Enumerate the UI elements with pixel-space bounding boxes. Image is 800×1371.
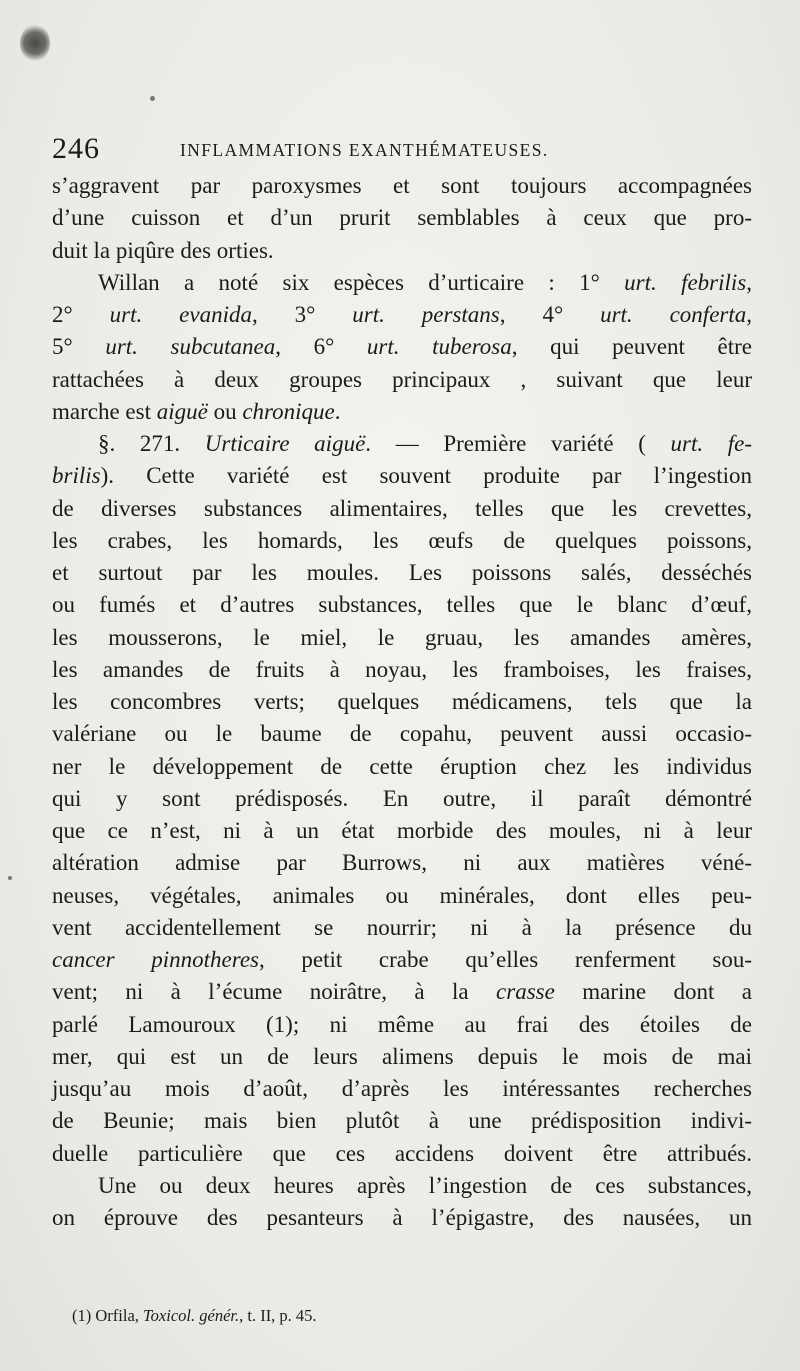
- text-line: [52, 493, 752, 525]
- text-line: [52, 589, 752, 621]
- text-line: [52, 1105, 752, 1137]
- text-line: [52, 1041, 752, 1073]
- text-line: [52, 880, 752, 912]
- text-line: [52, 718, 752, 750]
- text-line: [52, 1170, 752, 1202]
- text-run: d’une cuisson et d’un prurit semblables à ceux que pro-: [52, 205, 752, 231]
- italic-text: chronique: [242, 398, 335, 424]
- text-line: [52, 1202, 752, 1234]
- text-run: neuses, végétales, animales ou minérales, dont elles peu-: [52, 882, 752, 908]
- text-run: marche est: [52, 398, 157, 424]
- text-run: .: [334, 398, 341, 424]
- text-run: , 4°: [499, 302, 601, 327]
- body-text: [52, 170, 752, 1234]
- text-line: [52, 557, 752, 589]
- text-line: [52, 299, 752, 331]
- italic-text: Urticaire aiguë: [204, 431, 366, 456]
- text-run: , 3°: [251, 302, 353, 327]
- text-run: ou fumés et d’autres substances, telles que le blanc d’œuf,: [52, 592, 752, 618]
- text-run: s’aggravent par paroxysmes et sont toujours accompagnées: [52, 173, 752, 198]
- text-line: [52, 751, 752, 783]
- text-line: [52, 912, 752, 944]
- ink-blot: [20, 24, 50, 62]
- text-run: Willan a noté six espèces d’urticaire : 1°: [98, 269, 625, 295]
- text-run: vent accidentellement se nourrir; ni à la présence du: [52, 914, 752, 940]
- text-line: [52, 815, 752, 847]
- text-line: [52, 847, 752, 879]
- italic-text: brilis: [52, 463, 101, 489]
- italic-text: cancer pinnotheres: [52, 947, 259, 972]
- text-line: [52, 267, 752, 299]
- text-run: valériane ou le baume de copahu, peuvent aussi occasio-: [52, 721, 752, 747]
- text-run: ner le développement de cette éruption chez les individus: [52, 753, 752, 779]
- text-line: [52, 396, 752, 428]
- page-header: [52, 132, 752, 168]
- text-run: les concombres verts; quelques médicamens, tels que la: [52, 689, 752, 714]
- running-title: INFLAMMATIONS EXANTHÉMATEUSES.: [180, 140, 549, 160]
- footnote-italic: Toxicol. génér.: [143, 1306, 240, 1325]
- text-run: on éprouve des pesanteurs à l’épigastre, des nausées, un: [52, 1205, 752, 1230]
- text-line: [52, 460, 752, 492]
- text-run: et surtout par les moules. Les poissons salés, desséchés: [52, 560, 752, 585]
- italic-text: urt. conferta: [600, 302, 747, 327]
- text-line: [52, 364, 752, 396]
- ink-speck: [150, 96, 155, 101]
- text-run: , qui peuvent être: [511, 334, 752, 360]
- text-line: [52, 170, 752, 202]
- text-line: [52, 944, 752, 976]
- text-run: Une ou deux heures après l’ingestion de ces substances,: [98, 1172, 752, 1198]
- italic-text: urt. febrilis: [624, 269, 747, 295]
- text-run: marine dont a: [554, 979, 752, 1005]
- italic-text: aiguë: [156, 398, 208, 424]
- text-line: [52, 783, 752, 815]
- ink-speck: [8, 876, 12, 880]
- text-run: 5°: [52, 334, 106, 360]
- text-run: que ce n’est, ni à un état morbide des moules, ni à leur: [52, 818, 752, 843]
- text-run: duelle particulière que ces accidens doivent être attribués.: [52, 1140, 752, 1166]
- text-run: rattachées à deux groupes principaux , suivant que leur: [52, 366, 752, 392]
- text-run: §. 271.: [98, 431, 205, 456]
- text-run: parlé Lamouroux (1); ni même au frai des étoiles de: [52, 1011, 752, 1037]
- text-run: , 6°: [275, 334, 367, 360]
- text-run: les crabes, les homards, les œufs de quelques poissons,: [52, 527, 752, 553]
- text-run: . — Première variété (: [365, 431, 671, 456]
- italic-text: urt. perstans: [352, 302, 500, 327]
- text-run: jusqu’au mois d’août, d’après les intéressantes recherches: [52, 1076, 752, 1101]
- text-line: [52, 654, 752, 686]
- text-run: vent; ni à l’écume noirâtre, à la: [52, 979, 497, 1005]
- text-run: de diverses substances alimentaires, telles que les crevettes,: [52, 495, 752, 521]
- text-line: [52, 686, 752, 718]
- text-line: [52, 202, 752, 234]
- text-line: [52, 1009, 752, 1041]
- text-run: ou: [207, 398, 243, 424]
- text-run: ). Cette variété est souvent produite par l’ingestion: [100, 463, 752, 489]
- text-run: de Beunie; mais bien plutôt à une prédisposition indivi-: [52, 1108, 752, 1134]
- text-line: [52, 1073, 752, 1105]
- italic-text: urt. subcutanea: [105, 334, 276, 360]
- text-run: mer, qui est un de leurs alimens depuis le mois de mai: [52, 1043, 752, 1069]
- italic-text: urt. evanida: [109, 302, 252, 327]
- text-line: [52, 331, 752, 363]
- italic-text: crasse: [496, 979, 555, 1005]
- text-run: qui y sont prédisposés. En outre, il paraît démontré: [52, 785, 752, 811]
- text-line: [52, 428, 752, 460]
- text-line: [52, 525, 752, 557]
- text-run: ,: [746, 269, 752, 295]
- italic-text: urt. fe-: [670, 431, 753, 456]
- text-line: [52, 976, 752, 1008]
- text-line: [52, 1138, 752, 1170]
- text-line: [52, 622, 752, 654]
- text-run: ,: [746, 302, 752, 327]
- text-run: duit la piqûre des orties.: [52, 237, 274, 263]
- footnote: [72, 1306, 317, 1326]
- footnote-text: , t. II, p. 45.: [239, 1306, 317, 1325]
- page-number: 246: [52, 132, 100, 165]
- footnote-text: (1) Orfila,: [72, 1306, 144, 1325]
- text-run: , petit crabe qu’elles renferment sou-: [258, 947, 752, 972]
- text-run: 2°: [52, 302, 110, 327]
- text-line: [52, 235, 752, 267]
- text-run: les amandes de fruits à noyau, les framboises, les fraises,: [52, 656, 752, 682]
- text-run: altération admise par Burrows, ni aux matières véné-: [52, 850, 752, 876]
- text-run: les mousserons, le miel, le gruau, les amandes amères,: [52, 624, 752, 650]
- italic-text: urt. tuberosa: [366, 334, 512, 360]
